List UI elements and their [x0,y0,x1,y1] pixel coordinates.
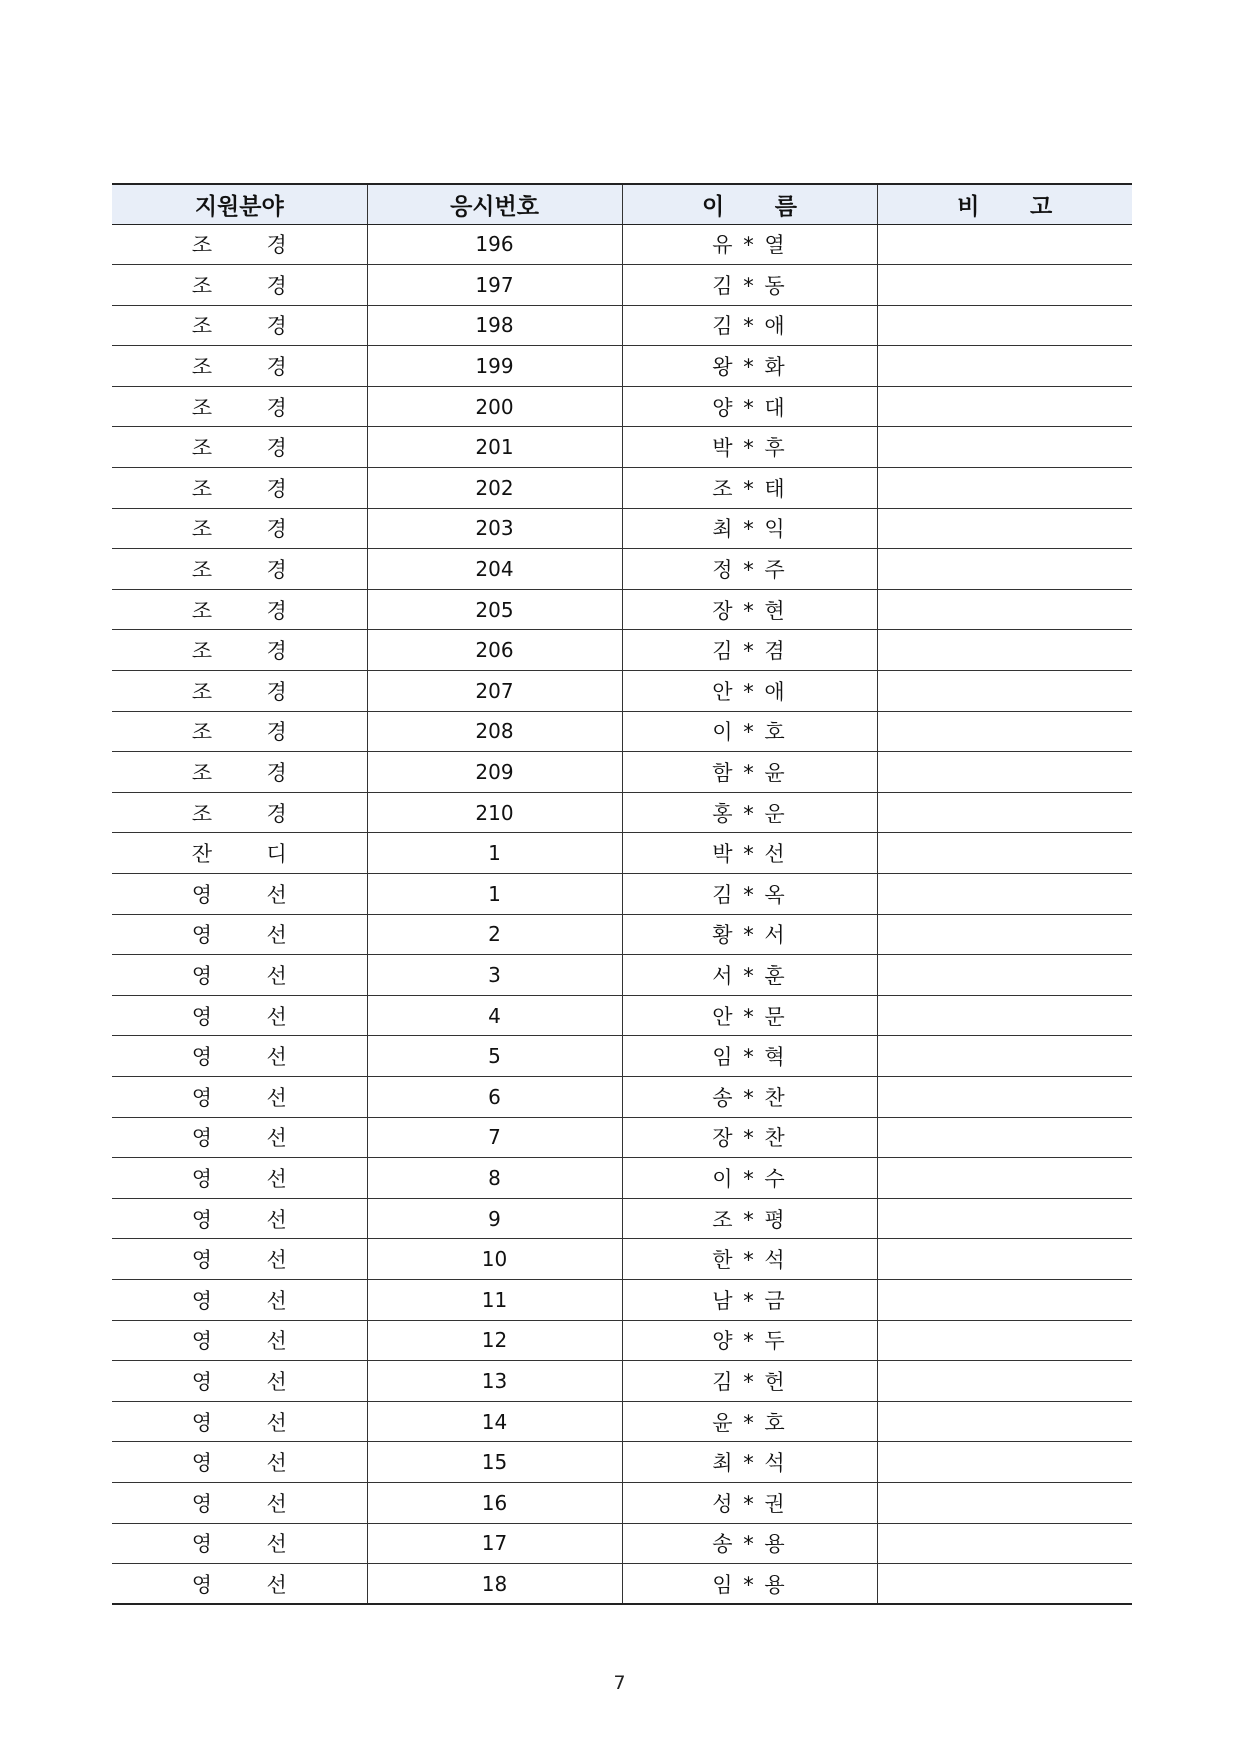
table-row [112,386,1132,427]
cell-field: 영 선 [112,1117,367,1158]
page-number: 7 [613,1672,626,1694]
cell-exam-number: 18 [367,1564,622,1605]
table-row [112,995,1132,1036]
cell-note [877,1239,1132,1280]
cell-name: 송 * 찬 [622,1076,877,1117]
cell-field: 영 선 [112,1523,367,1564]
cell-exam-number: 207 [367,671,622,712]
cell-note [877,671,1132,712]
cell-field: 조 경 [112,265,367,306]
cell-name: 서 * 훈 [622,955,877,996]
cell-exam-number: 15 [367,1442,622,1483]
cell-field: 조 경 [112,508,367,549]
cell-note [877,508,1132,549]
cell-note [877,955,1132,996]
table-row [112,1279,1132,1320]
table-header-row [112,184,1132,224]
table-row [112,468,1132,509]
cell-name: 김 * 헌 [622,1361,877,1402]
cell-field: 영 선 [112,1401,367,1442]
cell-note [877,265,1132,306]
cell-field: 영 선 [112,995,367,1036]
cell-note [877,1401,1132,1442]
cell-name: 양 * 두 [622,1320,877,1361]
cell-name: 장 * 찬 [622,1117,877,1158]
cell-note [877,1036,1132,1077]
cell-name: 최 * 석 [622,1442,877,1483]
table-row [112,346,1132,387]
cell-note [877,305,1132,346]
table-row [112,1198,1132,1239]
cell-exam-number: 199 [367,346,622,387]
cell-note [877,1076,1132,1117]
table-row [112,1361,1132,1402]
table-row [112,914,1132,955]
cell-note [877,792,1132,833]
cell-exam-number: 6 [367,1076,622,1117]
cell-name: 김 * 옥 [622,874,877,915]
cell-name: 김 * 애 [622,305,877,346]
cell-exam-number: 203 [367,508,622,549]
cell-field: 조 경 [112,589,367,630]
cell-note [877,468,1132,509]
cell-exam-number: 210 [367,792,622,833]
table-row [112,833,1132,874]
cell-field: 조 경 [112,346,367,387]
cell-field: 영 선 [112,1158,367,1199]
table-row [112,792,1132,833]
table-row [112,1401,1132,1442]
cell-name: 한 * 석 [622,1239,877,1280]
table-row [112,1523,1132,1564]
cell-field: 조 경 [112,792,367,833]
cell-exam-number: 204 [367,549,622,590]
cell-exam-number: 7 [367,1117,622,1158]
cell-field: 조 경 [112,224,367,265]
table-row [112,1482,1132,1523]
cell-field: 영 선 [112,1564,367,1605]
table-row [112,1117,1132,1158]
table-row [112,1239,1132,1280]
cell-note [877,914,1132,955]
header-field: 지원분야 [112,184,367,224]
header-name: 이 름 [622,184,877,224]
cell-name: 유 * 열 [622,224,877,265]
cell-exam-number: 5 [367,1036,622,1077]
table-row [112,427,1132,468]
cell-exam-number: 13 [367,1361,622,1402]
cell-name: 윤 * 호 [622,1401,877,1442]
cell-field: 영 선 [112,1320,367,1361]
cell-note [877,1361,1132,1402]
cell-field: 영 선 [112,1076,367,1117]
cell-name: 임 * 혁 [622,1036,877,1077]
cell-field: 조 경 [112,630,367,671]
cell-exam-number: 11 [367,1279,622,1320]
table-row [112,549,1132,590]
cell-field: 영 선 [112,1361,367,1402]
cell-name: 성 * 권 [622,1482,877,1523]
table-row [112,265,1132,306]
cell-exam-number: 8 [367,1158,622,1199]
cell-name: 박 * 후 [622,427,877,468]
cell-name: 박 * 선 [622,833,877,874]
table-row [112,1320,1132,1361]
cell-exam-number: 202 [367,468,622,509]
cell-field: 조 경 [112,752,367,793]
cell-name: 임 * 용 [622,1564,877,1605]
cell-field: 조 경 [112,427,367,468]
cell-exam-number: 208 [367,711,622,752]
applicant-table [112,183,1132,1605]
table-row [112,1442,1132,1483]
cell-name: 조 * 평 [622,1198,877,1239]
cell-exam-number: 14 [367,1401,622,1442]
cell-exam-number: 198 [367,305,622,346]
cell-field: 영 선 [112,1036,367,1077]
table-row [112,752,1132,793]
cell-field: 영 선 [112,1482,367,1523]
table-row [112,874,1132,915]
header-note: 비 고 [877,184,1132,224]
cell-note [877,995,1132,1036]
cell-note [877,549,1132,590]
cell-note [877,874,1132,915]
cell-name: 김 * 겸 [622,630,877,671]
cell-exam-number: 3 [367,955,622,996]
cell-field: 영 선 [112,955,367,996]
cell-exam-number: 200 [367,386,622,427]
table-row [112,224,1132,265]
cell-field: 조 경 [112,711,367,752]
cell-name: 양 * 대 [622,386,877,427]
cell-note [877,224,1132,265]
cell-exam-number: 12 [367,1320,622,1361]
cell-name: 김 * 동 [622,265,877,306]
table-row [112,305,1132,346]
cell-exam-number: 206 [367,630,622,671]
cell-field: 조 경 [112,305,367,346]
cell-field: 영 선 [112,1442,367,1483]
cell-name: 왕 * 화 [622,346,877,387]
cell-note [877,752,1132,793]
cell-name: 황 * 서 [622,914,877,955]
cell-field: 조 경 [112,549,367,590]
cell-name: 함 * 윤 [622,752,877,793]
table-row [112,1076,1132,1117]
cell-exam-number: 209 [367,752,622,793]
cell-field: 잔 디 [112,833,367,874]
cell-field: 영 선 [112,914,367,955]
cell-exam-number: 1 [367,833,622,874]
cell-field: 영 선 [112,1198,367,1239]
table-row [112,711,1132,752]
cell-note [877,1442,1132,1483]
cell-note [877,427,1132,468]
cell-note [877,589,1132,630]
applicant-table-container [112,183,1132,1605]
cell-name: 남 * 금 [622,1279,877,1320]
table-row [112,589,1132,630]
table-row [112,955,1132,996]
cell-exam-number: 16 [367,1482,622,1523]
cell-exam-number: 1 [367,874,622,915]
cell-name: 안 * 문 [622,995,877,1036]
cell-name: 이 * 호 [622,711,877,752]
cell-exam-number: 205 [367,589,622,630]
table-row [112,1158,1132,1199]
cell-note [877,1320,1132,1361]
cell-note [877,630,1132,671]
cell-exam-number: 197 [367,265,622,306]
cell-name: 이 * 수 [622,1158,877,1199]
cell-field: 영 선 [112,874,367,915]
cell-note [877,833,1132,874]
cell-exam-number: 2 [367,914,622,955]
cell-exam-number: 201 [367,427,622,468]
cell-note [877,1279,1132,1320]
cell-field: 영 선 [112,1279,367,1320]
cell-field: 조 경 [112,671,367,712]
cell-name: 안 * 애 [622,671,877,712]
cell-name: 최 * 익 [622,508,877,549]
cell-note [877,1482,1132,1523]
cell-exam-number: 9 [367,1198,622,1239]
cell-field: 조 경 [112,386,367,427]
cell-note [877,346,1132,387]
cell-exam-number: 196 [367,224,622,265]
table-row [112,1564,1132,1605]
table-row [112,508,1132,549]
cell-field: 조 경 [112,468,367,509]
cell-exam-number: 17 [367,1523,622,1564]
header-exam-number: 응시번호 [367,184,622,224]
cell-exam-number: 10 [367,1239,622,1280]
cell-name: 장 * 현 [622,589,877,630]
cell-note [877,1198,1132,1239]
cell-name: 조 * 태 [622,468,877,509]
cell-note [877,1564,1132,1605]
cell-note [877,1523,1132,1564]
cell-note [877,1117,1132,1158]
cell-note [877,386,1132,427]
cell-name: 송 * 용 [622,1523,877,1564]
cell-exam-number: 4 [367,995,622,1036]
table-row [112,630,1132,671]
table-row [112,671,1132,712]
cell-note [877,1158,1132,1199]
cell-field: 영 선 [112,1239,367,1280]
table-row [112,1036,1132,1077]
cell-name: 홍 * 운 [622,792,877,833]
table-body [112,224,1132,1604]
cell-note [877,711,1132,752]
cell-name: 정 * 주 [622,549,877,590]
